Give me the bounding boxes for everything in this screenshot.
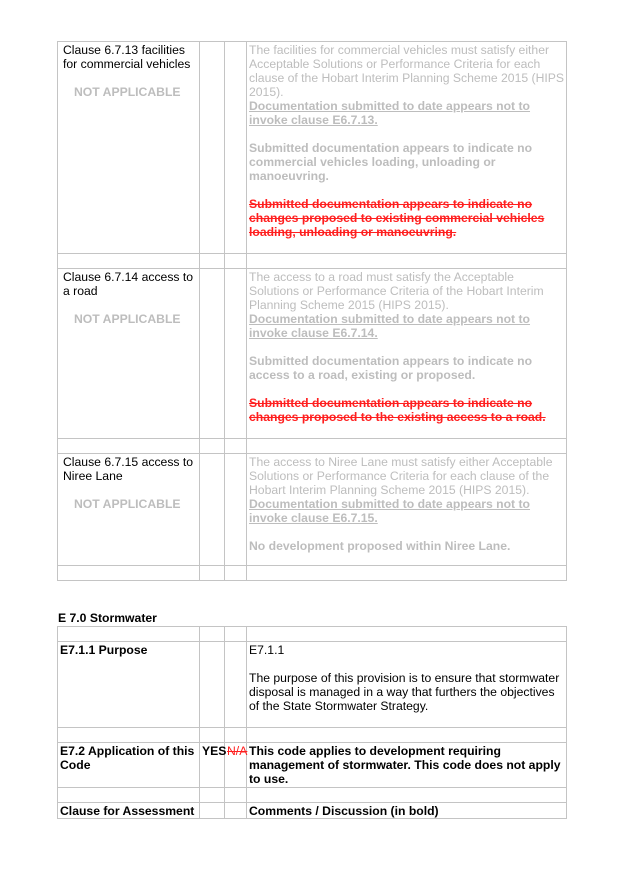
comment-cell (247, 269, 567, 439)
clause-cell (58, 269, 200, 439)
submitted-note: No development proposed within Niree Lane. (249, 539, 511, 553)
yes-label: YES (200, 743, 225, 788)
empty-cell (200, 269, 225, 439)
comment-cell (247, 42, 567, 254)
documentation-note: Documentation submitted to date appears not to invoke clause E6.7.15. (249, 497, 531, 525)
empty-cell (225, 642, 247, 728)
documentation-note: Documentation submitted to date appears not to invoke clause E6.7.14. (249, 312, 531, 340)
table-row (58, 743, 567, 788)
assessment-header: Clause for Assessment (58, 803, 200, 819)
stormwater-table (57, 626, 567, 819)
section-title: E 7.0 Stormwater (58, 611, 157, 625)
application-label: E7.2 Application of this Code (58, 743, 200, 788)
empty-cell (225, 269, 247, 439)
clause-cell (58, 42, 200, 254)
struck-note: Submitted documentation appears to indicate no changes proposed to the existing access to a road. (249, 396, 546, 424)
submitted-note: Submitted documentation appears to indicate no access to a road, existing or proposed. (249, 354, 533, 382)
clause-label: Clause 6.7.15 access to Niree Lane (63, 455, 194, 483)
spacer-row (58, 728, 567, 743)
purpose-text: The purpose of this provision is to ensure that stormwater disposal is managed in a way that furthers the objectives of the State Stormwater Strategy. (249, 671, 560, 713)
submitted-note: Submitted documentation appears to indicate no commercial vehicles loading, unloading or manoeuvring. (249, 141, 533, 183)
purpose-label: E7.1.1 Purpose (58, 642, 200, 728)
purpose-cell (247, 642, 567, 728)
na-label: N/A (225, 743, 247, 788)
comments-header: Comments / Discussion (in bold) (247, 803, 567, 819)
requirement-text: The facilities for commercial vehicles must satisfy either Acceptable Solutions or Performance Criteria for each clause of the Hobart Interim Planning Scheme 2015 (HIPS 2015). (249, 43, 565, 99)
documentation-note: Documentation submitted to date appears not to invoke clause E6.7.13. (249, 99, 531, 127)
requirement-text: The access to a road must satisfy the Acceptable Solutions or Performance Criteria of the Hobart Interim Planning Scheme 2015 (HIPS 2015). (249, 270, 544, 312)
clause-label: Clause 6.7.14 access to a road (63, 270, 194, 298)
empty-cell (200, 42, 225, 254)
table-row (58, 42, 567, 254)
clause-cell (58, 454, 200, 566)
empty-cell (225, 454, 247, 566)
spacer-row (58, 254, 567, 269)
comment-cell (247, 454, 567, 566)
spacer-row (58, 439, 567, 454)
clauses-table (57, 41, 567, 581)
empty-cell (200, 803, 225, 819)
empty-cell (225, 803, 247, 819)
status-label: NOT APPLICABLE (74, 497, 181, 511)
table-row (58, 454, 567, 566)
status-label: NOT APPLICABLE (74, 85, 181, 99)
clause-label: Clause 6.7.13 facilities for commercial vehicles (63, 43, 191, 71)
spacer-row (58, 627, 567, 642)
table-row (58, 269, 567, 439)
spacer-row (58, 566, 567, 581)
requirement-text: The access to Niree Lane must satisfy either Acceptable Solutions or Performance Criteria for each clause of the Hobart Interim Planning Scheme 2015 (HIPS 2015). (249, 455, 553, 497)
purpose-ref: E7.1.1 (249, 643, 285, 657)
empty-cell (225, 42, 247, 254)
empty-cell (200, 454, 225, 566)
empty-cell (200, 642, 225, 728)
table-row (58, 642, 567, 728)
status-label: NOT APPLICABLE (74, 312, 181, 326)
application-text: This code applies to development requiring management of stormwater. This code does not apply to use. (247, 743, 567, 788)
table-row (58, 803, 567, 819)
spacer-row (58, 788, 567, 803)
struck-note: Submitted documentation appears to indicate no changes proposed to existing commercial vehicles loading, unloading or manoeuvring. (249, 197, 545, 239)
